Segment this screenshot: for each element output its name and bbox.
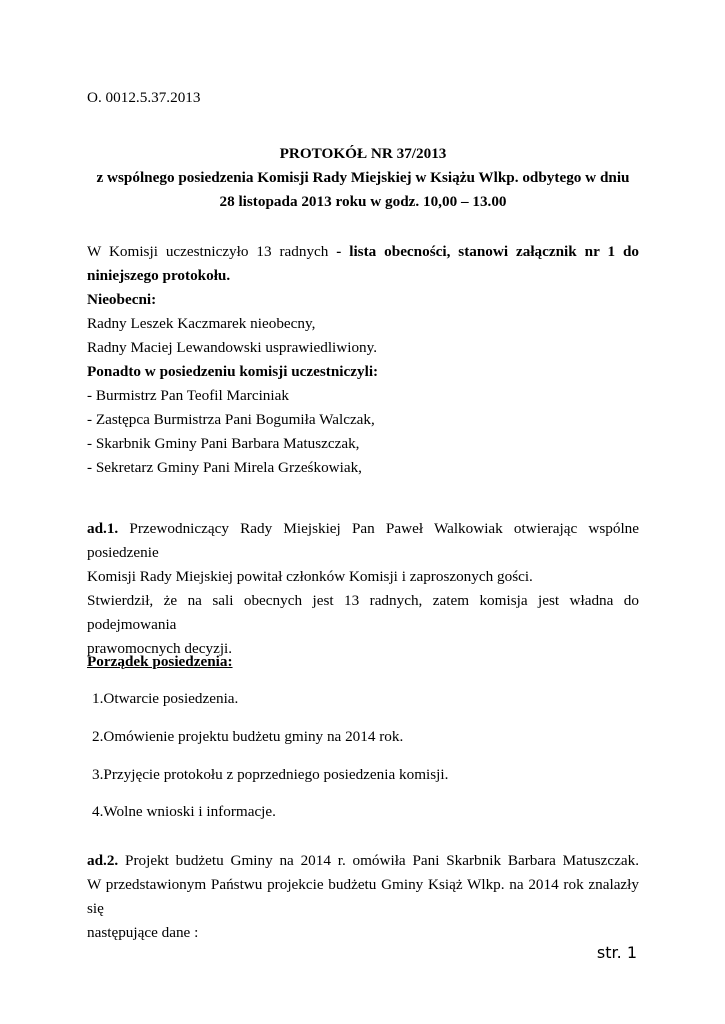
agenda-item: 1.Otwarcie posiedzenia. (92, 690, 239, 707)
attendance-line-1: W Komisji uczestniczyło 13 radnych - lista obecności, stanowi załącznik nr 1 do (87, 243, 639, 260)
reference-number: O. 0012.5.37.2013 (87, 89, 201, 106)
agenda-list (87, 763, 639, 787)
participant-item: - Sekretarz Gminy Pani Mirela Grześkowiak, (87, 459, 362, 476)
participants-heading: Ponadto w posiedzeniu komisji uczestniczyli: (87, 363, 379, 380)
participant-item: - Burmistrz Pan Teofil Marciniak (87, 387, 289, 404)
document-title: PROTOKÓŁ NR 37/2013 (279, 145, 447, 162)
absent-item: Radny Maciej Lewandowski usprawiedliwiony. (87, 339, 378, 356)
agenda-list (87, 800, 639, 824)
absent-heading: Nieobecni: (87, 291, 157, 308)
ad2-section: ad.2. Projekt budżetu Gminy na 2014 r. omówiła Pani Skarbnik Barbara Matuszczak. W przedstawionym Państwu projekcie budżetu Gminy Książ Wlkp. na 2014 rok znalazły się następujące dane : (87, 852, 639, 941)
participant-item: - Zastępca Burmistrza Pani Bogumiła Walczak, (87, 411, 375, 428)
absent-item: Radny Leszek Kaczmarek nieobecny, (87, 315, 316, 332)
document-subtitle: z wspólnego posiedzenia Komisji Rady Miejskiej w Książu Wlkp. odbytego w dniu 28 listopada 2013 roku w godz. 10,00 – 13.00 (96, 169, 630, 210)
agenda-item: 4.Wolne wnioski i informacje. (92, 803, 276, 820)
attendance-paragraph: W Komisji uczestniczyło 13 radnych - lista obecności, stanowi załącznik nr 1 do niniejszego protokołu. Nieobecni: Radny Leszek Kaczmarek nieobecny, Radny Maciej Lewandowski usprawiedliwiony. Ponadto w posiedzeniu komisji uczestniczyli: - Burmistrz Pan Teofil Marciniak - Zastępca Burmistrza Pani Bogumiła Walczak, - Skarbnik Gminy Pani Barbara Matuszczak, - Sekretarz Gminy Pani Mirela Grześkowiak, (87, 240, 639, 480)
page-number: str. 1 (596, 943, 637, 962)
agenda-item: 3.Przyjęcie protokołu z poprzedniego posiedzenia komisji. (92, 766, 449, 783)
participant-item: - Skarbnik Gminy Pani Barbara Matuszczak, (87, 435, 360, 452)
agenda-list (87, 725, 639, 749)
ad1-section: ad.1. Przewodniczący Rady Miejskiej Pan Paweł Walkowiak otwierając wspólne posiedzenie Komisji Rady Miejskiej powitał członków Komisji i zaproszonych gości. Stwierdził, że na sali obecnych jest 13 radnych, zatem komisja jest władna do podejmowania prawomocnych decyzji. (87, 520, 639, 657)
agenda-item: 2.Omówienie projektu budżetu gminy na 2014 rok. (92, 728, 404, 745)
agenda-heading: Porządek posiedzenia: (87, 653, 233, 670)
agenda-list (87, 687, 639, 711)
